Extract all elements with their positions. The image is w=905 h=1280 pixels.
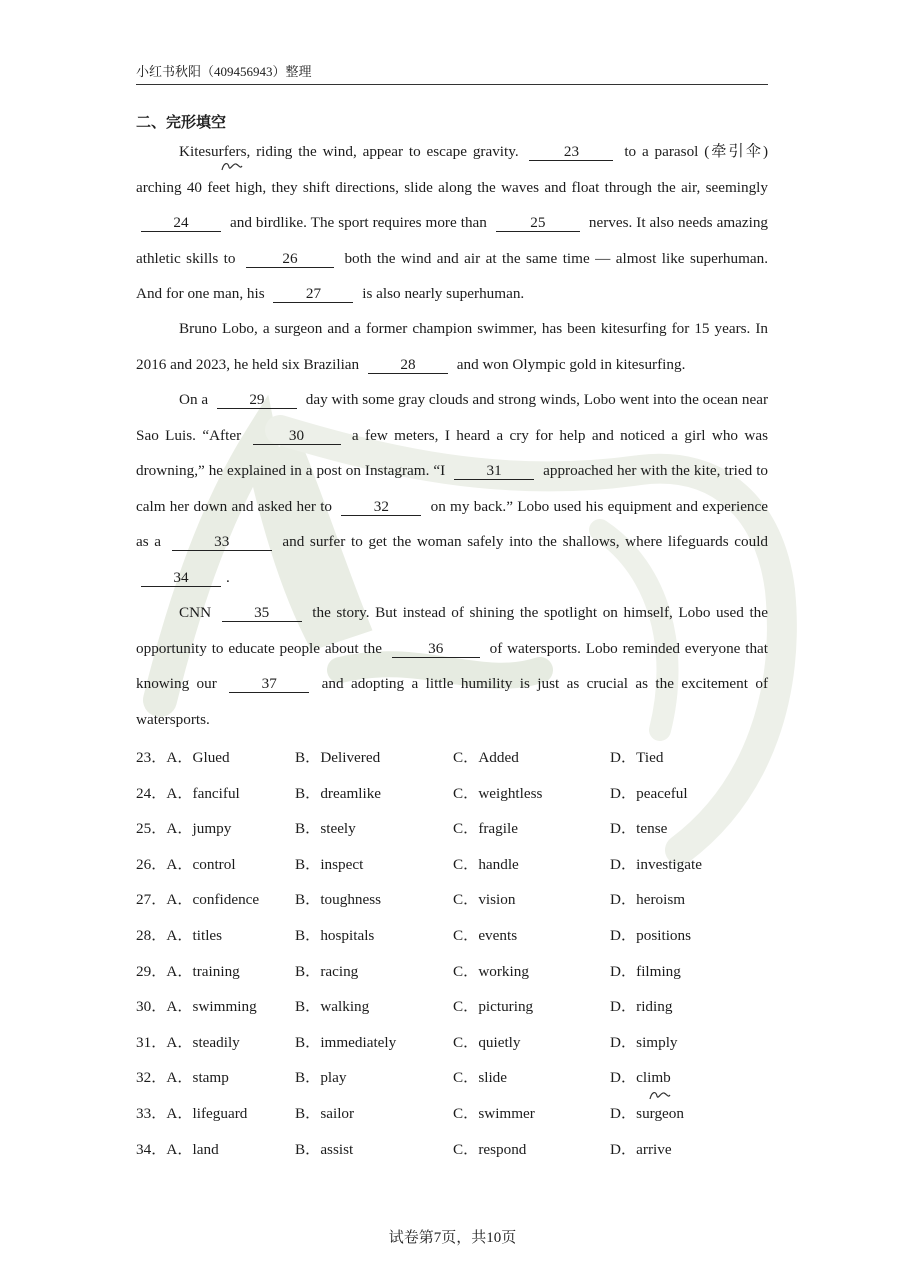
option-c: C．events [453,926,518,944]
option-row-29 [136,954,776,990]
option-c: C．swimmer [453,1104,535,1122]
option-a: 26．A．control [136,855,236,873]
option-d: D．filming [610,962,681,980]
options-list [136,740,776,1167]
option-row-24 [136,776,776,812]
option-d: D．peaceful [610,784,688,802]
passage-text: is also nearly superhuman. [362,285,525,302]
blank-32: 32 [341,498,421,516]
passage-paragraph-3 [136,382,768,595]
option-a: 30．A．swimming [136,998,257,1016]
option-row-23 [136,740,776,776]
option-row-33 [136,1096,776,1132]
option-c: C．vision [453,891,516,909]
option-b: B．inspect [295,855,364,873]
option-b: B．assist [295,1140,354,1158]
option-row-31 [136,1025,776,1061]
passage-text: On a [179,391,209,408]
blank-24: 24 [141,214,221,232]
option-b: B．walking [295,998,370,1016]
passage-text: on my back.” Lobo used his equipment and experience as a [136,497,769,550]
passage-paragraph-4 [136,595,768,737]
option-d: D．Tied [610,749,664,766]
option-row-32 [136,1060,776,1096]
blank-34: 34 [141,569,221,587]
option-a: 27．A．confidence [136,891,260,909]
option-a: 32．A．stamp [136,1069,229,1087]
option-c: C．fragile [453,820,518,838]
passage-text: Bruno Lobo, a surgeon and a former champion swimmer, has been kitesurfing for 15 years. In 2016 and 2023, he held six Brazilian [136,320,768,373]
blank-27: 27 [273,285,353,303]
option-c: C．weightless [453,784,543,802]
option-c: C．picturing [453,998,534,1016]
passage-text: . [226,568,230,586]
option-a: 25．A．jumpy [136,820,232,838]
blank-26: 26 [246,250,334,268]
option-a: 33．A．lifeguard [136,1104,248,1122]
option-a: 24．A．fanciful [136,784,240,802]
handwritten-squiggle-mark [648,1089,672,1103]
option-d: D．heroism [610,891,686,909]
option-b: B．hospitals [295,926,375,944]
option-b: B．dreamlike [295,784,382,802]
option-a: 31．A．steadily [136,1033,240,1051]
option-d: D．tense [610,820,668,838]
blank-28: 28 [368,356,448,374]
option-d: D．climb [610,1069,671,1087]
passage-text: and won Olympic gold in kitesurfing. [456,355,686,373]
passage-text: Kitesurfers, riding the wind, appear to escape gravity. [179,143,519,160]
option-row-26 [136,847,776,883]
page-footer: 试卷第7页，共10页 [388,1230,517,1246]
page-header: 小红书秋阳（409456943）整理 [136,62,768,85]
option-row-25 [136,811,776,847]
passage-text: and adopting a little humility is just as crucial as the excitement of watersports. [136,675,769,728]
option-c: C．handle [453,855,519,873]
blank-33: 33 [172,533,272,551]
option-row-34 [136,1132,776,1168]
passage-text: to a parasol (牵引伞) arching 40 feet high, they shift directions, slide along the waves and float through the air, seemingly [136,143,769,196]
passage-text: of watersports. Lobo reminded everyone that knowing our [136,639,768,692]
option-row-28 [136,918,776,954]
option-d: D．riding [610,998,673,1016]
option-row-27 [136,882,776,918]
passage-text: approached her with the kite, tried to calm her down and asked her to [136,462,769,515]
passage-paragraph-2 [136,311,768,382]
option-d: D．simply [610,1033,678,1051]
blank-25: 25 [496,214,580,232]
option-a: 28．A．titles [136,926,223,944]
passage-text: and surfer to get the woman safely into the shallows, where lifeguards could [282,533,769,550]
passage-text: day with some gray clouds and strong winds, Lobo went into the ocean near Sao Luis. “After [136,391,769,444]
blank-35: 35 [222,604,302,622]
option-d: D．positions [610,926,692,944]
section-title: 二、完形填空 [136,115,227,131]
blank-36: 36 [392,640,480,658]
blank-29: 29 [217,391,297,409]
handwritten-squiggle-mark [220,160,244,174]
option-d: D．surgeon [610,1104,684,1122]
option-b: B．immediately [295,1033,397,1051]
passage-text: CNN [179,604,212,621]
blank-37: 37 [229,675,309,693]
blank-30: 30 [253,427,341,445]
option-d: D．investigate [610,855,702,873]
option-a: 34．A．land [136,1140,219,1158]
option-c: C．Added [453,749,519,766]
passage-text: and birdlike. The sport requires more than [230,214,487,231]
blank-23: 23 [529,143,613,161]
option-b: B．Delivered [295,749,381,766]
passage-text: both the wind and air at the same time — almost like superhuman. And for one man, his [136,249,769,302]
passage-text: the story. But instead of shining the spotlight on himself, Lobo used the opportunity to educate people about the [136,604,769,657]
option-b: B．sailor [295,1104,355,1122]
passage-text: a few meters, I heard a cry for help and noticed a girl who was drowning,” he explained in a post on Instagram. “I [136,426,769,479]
option-c: C．working [453,962,529,980]
option-b: B．steely [295,820,356,838]
option-d: D．arrive [610,1140,672,1158]
option-b: B．play [295,1069,347,1087]
option-b: B．racing [295,962,359,980]
option-a: 29．A．training [136,962,240,980]
option-c: C．respond [453,1140,527,1158]
option-a: 23．A．Glued [136,749,230,766]
option-b: B．toughness [295,891,382,909]
passage-text: nerves. It also needs amazing athletic skills to [136,214,769,267]
option-c: C．slide [453,1069,508,1087]
option-c: C．quietly [453,1033,521,1051]
blank-31: 31 [454,462,534,480]
option-row-30 [136,989,776,1025]
